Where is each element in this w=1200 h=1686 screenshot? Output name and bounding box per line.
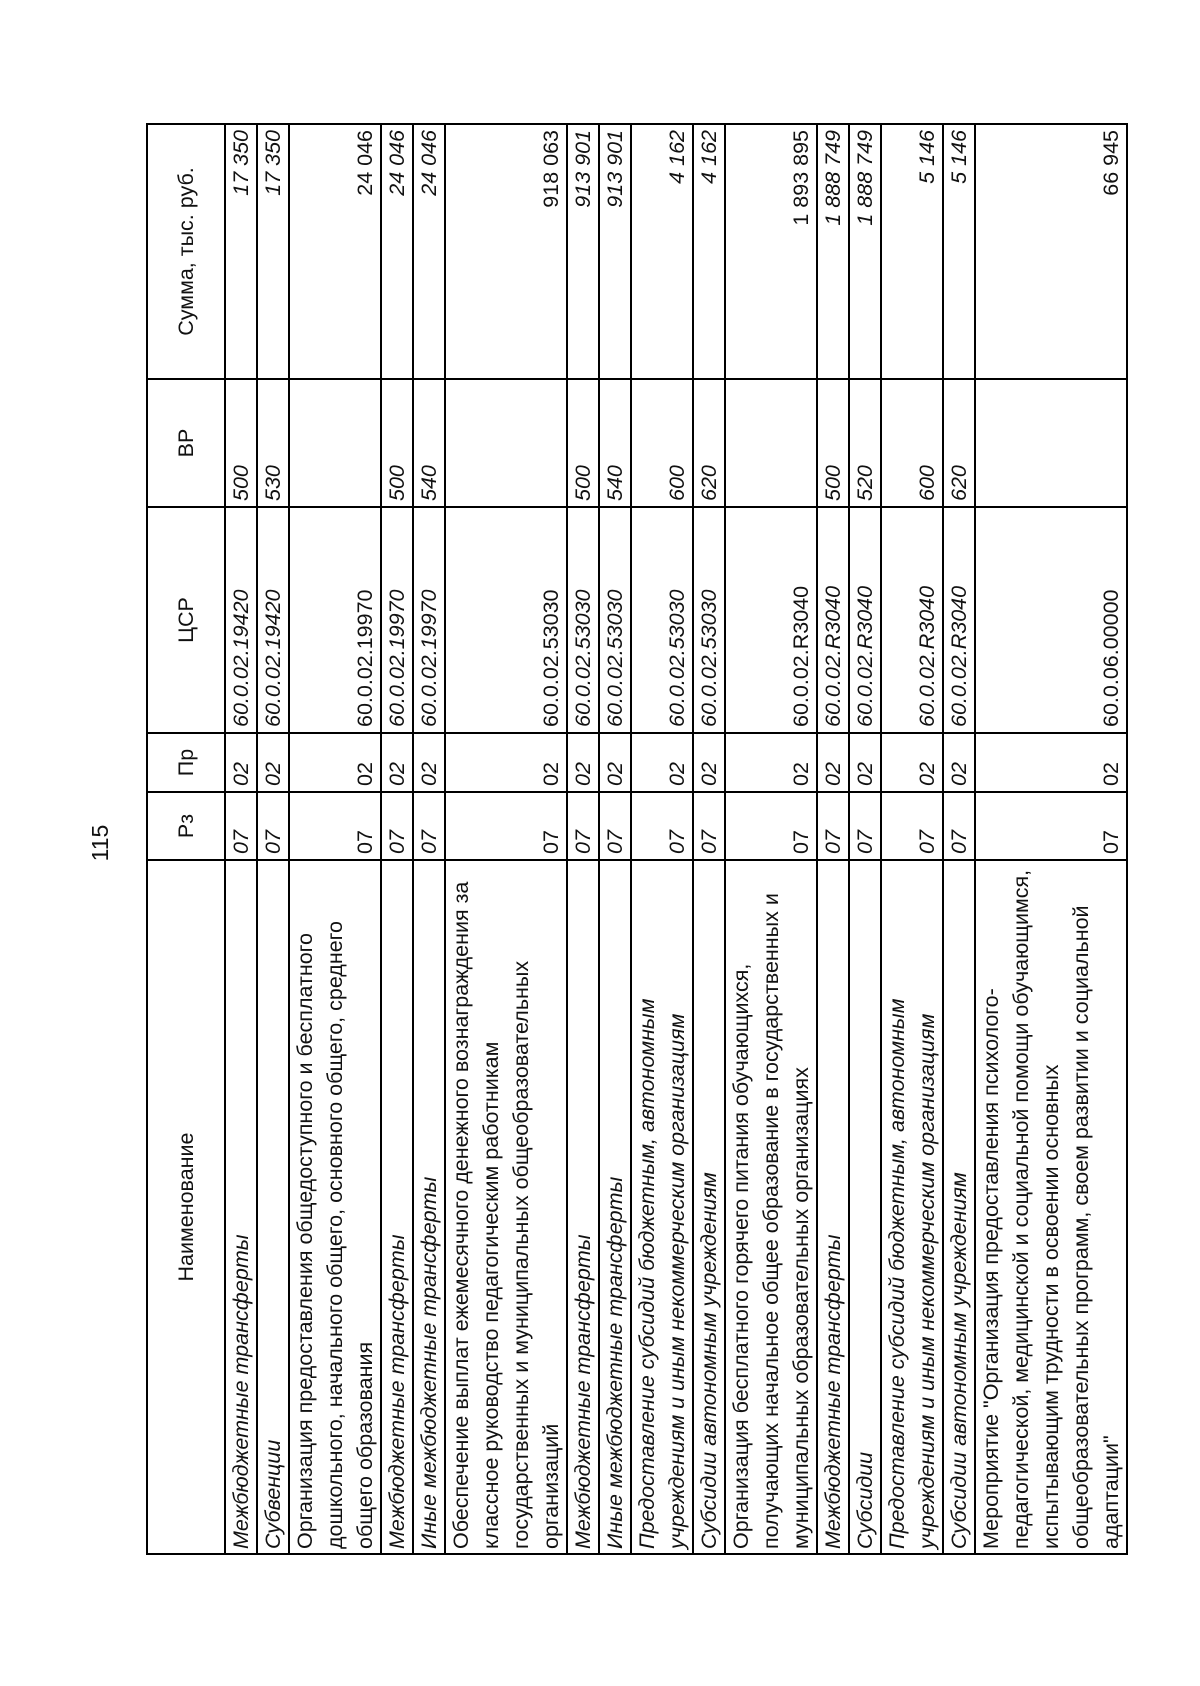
- cell-vr: 500: [817, 379, 849, 507]
- cell-rz: 07: [445, 792, 567, 860]
- cell-csr: 60.0.02.19420: [225, 507, 257, 733]
- cell-csr: 60.0.02.53030: [445, 507, 567, 733]
- table-row: [445, 124, 567, 1554]
- cell-sum: 1 888 749: [849, 124, 881, 379]
- table-row: [849, 124, 881, 1554]
- rotated-page-content: [146, 125, 1123, 1555]
- cell-vr: 520: [849, 379, 881, 507]
- col-header-vr: ВР: [147, 379, 225, 507]
- col-header-rz: Рз: [147, 792, 225, 860]
- cell-name: Организация предоставления общедоступного и бесплатного дошкольного, начального общего, основного общего, среднего общего образования: [289, 860, 381, 1554]
- cell-name: Иные межбюджетные трансферты: [599, 860, 631, 1554]
- cell-name: Межбюджетные трансферты: [567, 860, 599, 1554]
- cell-rz: 07: [599, 792, 631, 860]
- cell-vr: 540: [599, 379, 631, 507]
- cell-csr: 60.0.06.00000: [975, 507, 1127, 733]
- cell-sum: 17 350: [257, 124, 289, 379]
- cell-name: Обеспечение выплат ежемесячного денежного вознаграждения за классное руководство педагогическим работникам государственных и муниципальных общеобразовательных организаций: [445, 860, 567, 1554]
- cell-csr: 60.0.02.19970: [381, 507, 413, 733]
- cell-rz: 07: [413, 792, 445, 860]
- cell-sum: 24 046: [413, 124, 445, 379]
- cell-csr: 60.0.02.53030: [599, 507, 631, 733]
- col-header-csr: ЦСР: [147, 507, 225, 733]
- cell-pr: 02: [849, 733, 881, 792]
- cell-csr: 60.0.02.R3040: [817, 507, 849, 733]
- cell-rz: 07: [725, 792, 817, 860]
- cell-sum: 5 146: [881, 124, 943, 379]
- page-number: 115: [86, 824, 113, 862]
- cell-name: Межбюджетные трансферты: [225, 860, 257, 1554]
- cell-csr: 60.0.02.19420: [257, 507, 289, 733]
- cell-vr: [975, 379, 1127, 507]
- cell-sum: 5 146: [943, 124, 975, 379]
- cell-csr: 60.0.02.19970: [289, 507, 381, 733]
- cell-pr: 02: [225, 733, 257, 792]
- table-row: [631, 124, 693, 1554]
- cell-name: Иные межбюджетные трансферты: [413, 860, 445, 1554]
- table-row: [943, 124, 975, 1554]
- table-row: [725, 124, 817, 1554]
- cell-name: Субсидии автономным учреждениям: [693, 860, 725, 1554]
- cell-sum: 4 162: [631, 124, 693, 379]
- cell-rz: 07: [381, 792, 413, 860]
- cell-vr: 600: [881, 379, 943, 507]
- budget-table: [146, 123, 1128, 1555]
- cell-name: Мероприятие "Организация предоставления психолого-педагогической, медицинской и социальной помощи обучающимся, испытывающим трудности в освоении основных общеобразовательных программ, своем развитии и социальной адаптации": [975, 860, 1127, 1554]
- cell-sum: 918 063: [445, 124, 567, 379]
- cell-pr: 02: [289, 733, 381, 792]
- cell-csr: 60.0.02.19970: [413, 507, 445, 733]
- cell-rz: 07: [849, 792, 881, 860]
- cell-rz: 07: [975, 792, 1127, 860]
- cell-rz: 07: [881, 792, 943, 860]
- cell-name: Межбюджетные трансферты: [381, 860, 413, 1554]
- cell-pr: 02: [943, 733, 975, 792]
- table-row: [225, 124, 257, 1554]
- cell-sum: 1 888 749: [817, 124, 849, 379]
- cell-pr: 02: [381, 733, 413, 792]
- cell-vr: 620: [943, 379, 975, 507]
- table-row: [381, 124, 413, 1554]
- cell-name: Субсидии: [849, 860, 881, 1554]
- table-row: [289, 124, 381, 1554]
- cell-pr: 02: [413, 733, 445, 792]
- cell-sum: 66 945: [975, 124, 1127, 379]
- cell-rz: 07: [289, 792, 381, 860]
- cell-pr: 02: [567, 733, 599, 792]
- cell-rz: 07: [225, 792, 257, 860]
- cell-name: Субвенции: [257, 860, 289, 1554]
- table-row: [881, 124, 943, 1554]
- cell-vr: 620: [693, 379, 725, 507]
- cell-sum: 17 350: [225, 124, 257, 379]
- cell-sum: 24 046: [381, 124, 413, 379]
- col-header-name: Наименование: [147, 860, 225, 1554]
- cell-rz: 07: [567, 792, 599, 860]
- cell-csr: 60.0.02.R3040: [849, 507, 881, 733]
- table-header-row: [147, 124, 225, 1554]
- cell-rz: 07: [817, 792, 849, 860]
- table-row: [413, 124, 445, 1554]
- cell-csr: 60.0.02.53030: [631, 507, 693, 733]
- col-header-sum: Сумма, тыс. руб.: [147, 124, 225, 379]
- cell-csr: 60.0.02.53030: [567, 507, 599, 733]
- cell-pr: 02: [725, 733, 817, 792]
- cell-pr: 02: [881, 733, 943, 792]
- cell-vr: 540: [413, 379, 445, 507]
- cell-name: Субсидии автономным учреждениям: [943, 860, 975, 1554]
- cell-name: Предоставление субсидий бюджетным, автономным учреждениям и иным некоммерческим организациям: [631, 860, 693, 1554]
- cell-sum: 24 046: [289, 124, 381, 379]
- cell-pr: 02: [975, 733, 1127, 792]
- cell-rz: 07: [943, 792, 975, 860]
- cell-sum: 4 162: [693, 124, 725, 379]
- cell-rz: 07: [257, 792, 289, 860]
- cell-csr: 60.0.02.R3040: [943, 507, 975, 733]
- cell-sum: 913 901: [599, 124, 631, 379]
- cell-pr: 02: [817, 733, 849, 792]
- table-row: [817, 124, 849, 1554]
- cell-name: Организация бесплатного горячего питания обучающихся, получающих начальное общее образование в государственных и муниципальных образовательных организациях: [725, 860, 817, 1554]
- cell-sum: 913 901: [567, 124, 599, 379]
- table-row: [599, 124, 631, 1554]
- col-header-pr: Пр: [147, 733, 225, 792]
- cell-name: Предоставление субсидий бюджетным, автономным учреждениям и иным некоммерческим организациям: [881, 860, 943, 1554]
- cell-csr: 60.0.02.R3040: [725, 507, 817, 733]
- cell-pr: 02: [599, 733, 631, 792]
- cell-vr: 500: [381, 379, 413, 507]
- cell-vr: [289, 379, 381, 507]
- cell-vr: 600: [631, 379, 693, 507]
- cell-pr: 02: [631, 733, 693, 792]
- cell-vr: [725, 379, 817, 507]
- table-row: [257, 124, 289, 1554]
- cell-sum: 1 893 895: [725, 124, 817, 379]
- cell-rz: 07: [693, 792, 725, 860]
- cell-pr: 02: [257, 733, 289, 792]
- cell-csr: 60.0.02.R3040: [881, 507, 943, 733]
- cell-csr: 60.0.02.53030: [693, 507, 725, 733]
- cell-pr: 02: [693, 733, 725, 792]
- cell-vr: 500: [225, 379, 257, 507]
- cell-name: Межбюджетные трансферты: [817, 860, 849, 1554]
- table-row: [693, 124, 725, 1554]
- cell-pr: 02: [445, 733, 567, 792]
- cell-vr: [445, 379, 567, 507]
- cell-vr: 530: [257, 379, 289, 507]
- cell-vr: 500: [567, 379, 599, 507]
- table-row: [975, 124, 1127, 1554]
- table-row: [567, 124, 599, 1554]
- cell-rz: 07: [631, 792, 693, 860]
